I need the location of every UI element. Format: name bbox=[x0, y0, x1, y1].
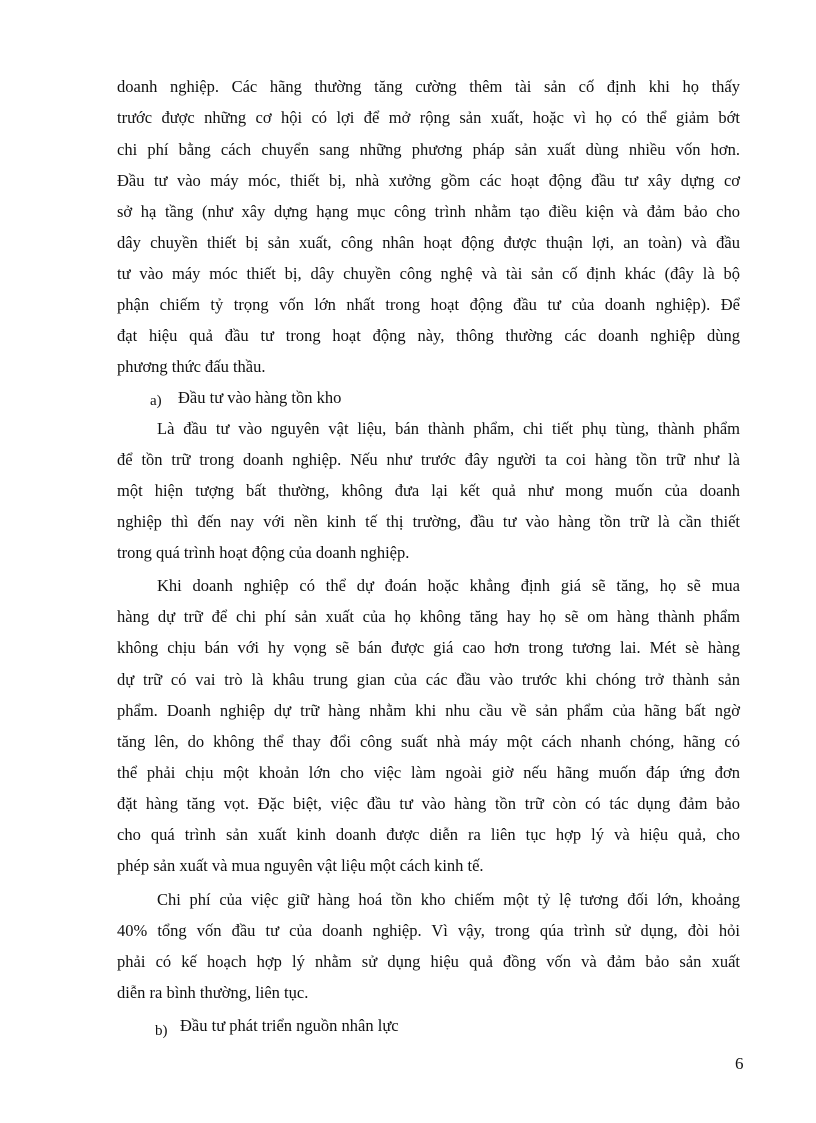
text-line: 40% tổng vốn đầu tư của doanh nghiệp. Vì vậy, trong qúa trình sử dụng, đòi hỏi bbox=[117, 921, 740, 940]
text-line: hàng dự trữ để chi phí sản xuất của họ không tăng hay họ sẽ om hàng thành phẩm bbox=[117, 607, 740, 626]
heading-text: Đầu tư vào hàng tồn kho bbox=[178, 388, 342, 407]
text-line: để tồn trữ trong doanh nghiệp. Nếu như trước đây người ta coi hàng tồn trữ như là bbox=[117, 450, 740, 469]
text-line: diễn ra bình thường, liên tục. bbox=[117, 983, 309, 1002]
text-line: dự trữ có vai trò là khâu trung gian của các đầu vào trước khi chóng trở thành sản bbox=[117, 670, 740, 689]
text-line: phép sản xuất và mua nguyên vật liệu một cách kinh tế. bbox=[117, 856, 484, 875]
text-line: thể phải chịu một khoản lớn cho việc làm ngoài giờ nếu hãng muốn đáp ứng đơn bbox=[117, 763, 740, 782]
text-line: sở hạ tầng (như xây dựng hạng mục công trình nhằm tạo điều kiện và đảm bảo cho bbox=[117, 202, 740, 221]
list-marker: a) bbox=[150, 393, 162, 409]
text-line: tăng lên, do không thể thay đổi công suất nhà máy một cách nhanh chóng, hãng có bbox=[117, 732, 740, 751]
text-line: phải có kế hoạch hợp lý nhằm sử dụng hiệu quả đồng vốn và đảm bảo sản xuất bbox=[117, 952, 740, 971]
text-line: Chi phí của việc giữ hàng hoá tồn kho chiếm một tỷ lệ tương đối lớn, khoảng bbox=[157, 890, 740, 909]
text-line: chi phí bằng cách chuyển sang những phương pháp sản xuất dùng nhiều vốn hơn. bbox=[117, 140, 740, 159]
text-line: không chịu bán với hy vọng sẽ bán được giá cao hơn trong tương lai. Mét sè hàng bbox=[117, 638, 740, 657]
text-line: đặt hàng tăng vọt. Đặc biệt, việc đầu tư vào hàng tồn trữ còn có tác dụng đảm bảo bbox=[117, 794, 740, 813]
text-line: phẩm. Doanh nghiệp dự trữ hàng nhằm khi nhu cầu về sản phẩm của hãng bất ngờ bbox=[117, 701, 740, 720]
text-line: trong quá trình hoạt động của doanh nghiệp. bbox=[117, 543, 410, 562]
text-line: cho quá trình sản xuất kinh doanh được diễn ra liên tục hợp lý và hiệu quả, cho bbox=[117, 825, 740, 844]
text-line: Khi doanh nghiệp có thể dự đoán hoặc khẳng định giá sẽ tăng, họ sẽ mua bbox=[157, 576, 740, 595]
list-marker: b) bbox=[155, 1023, 168, 1039]
text-line: doanh nghiệp. Các hãng thường tăng cường thêm tài sản cố định khi họ thấy bbox=[117, 77, 740, 96]
text-line: phương thức đấu thầu. bbox=[117, 357, 266, 376]
text-line: Đầu tư vào máy móc, thiết bị, nhà xưởng gồm các hoạt động đầu tư xây dựng cơ bbox=[117, 171, 740, 190]
text-line: nghiệp thì đến nay với nền kinh tế thị trường, đầu tư vào hàng tồn trữ là cần thiết bbox=[117, 512, 740, 531]
text-line: dây chuyền thiết bị sản xuất, công nhân hoạt động được thuận lợi, an toàn) và đầu bbox=[117, 233, 740, 252]
text-line: trước được những cơ hội có lợi để mở rộng sản xuất, hoặc vì họ có thể giảm bớt bbox=[117, 108, 740, 127]
text-line: đạt hiệu quả đầu tư trong hoạt động này, thông thường các doanh nghiệp dùng bbox=[117, 326, 740, 345]
page-number: 6 bbox=[735, 1054, 744, 1073]
heading-text: Đầu tư phát triển nguồn nhân lực bbox=[180, 1016, 399, 1035]
text-line: một hiện tượng bất thường, không đưa lại kết quả như mong muốn của doanh bbox=[117, 481, 740, 500]
text-line: Là đầu tư vào nguyên vật liệu, bán thành phẩm, chi tiết phụ tùng, thành phẩm bbox=[157, 419, 740, 438]
text-line: phận chiếm tỷ trọng vốn lớn nhất trong hoạt động đầu tư của doanh nghiệp). Để bbox=[117, 295, 740, 314]
text-line: tư vào máy móc thiết bị, dây chuyền công nghệ và tài sản cố định khác (đây là bộ bbox=[117, 264, 740, 283]
